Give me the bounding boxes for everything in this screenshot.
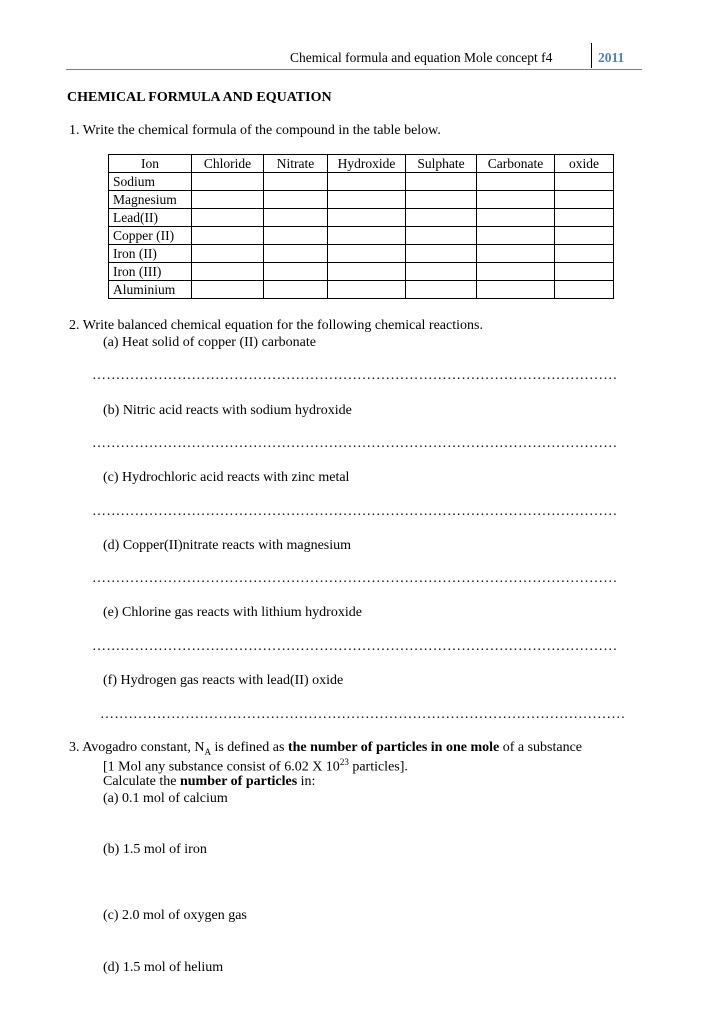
answer-line: ………………………………………………………………………………………………… — [92, 571, 618, 586]
column-header-nitrate: Nitrate — [264, 155, 328, 173]
column-header-chloride: Chloride — [192, 155, 264, 173]
table-row — [109, 281, 614, 299]
table-row — [109, 263, 614, 281]
header-year: 2011 — [598, 50, 625, 65]
answer-line: ………………………………………………………………………………………………… — [92, 639, 618, 654]
row-label-aluminium: Aluminium — [109, 281, 192, 299]
column-header-sulphate: Sulphate — [406, 155, 477, 173]
row-label-lead-ii: Lead(II) — [109, 209, 192, 227]
question-2d: (d) Copper(II)nitrate reacts with magnesium — [103, 538, 352, 553]
row-label-iron-iii: Iron (III) — [109, 263, 192, 281]
row-label-copper-ii: Copper (II) — [109, 227, 192, 245]
question-3c: (c) 2.0 mol of oxygen gas — [103, 908, 247, 923]
answer-line: ………………………………………………………………………………………………… — [92, 368, 618, 383]
question-3-text: 3. Avogadro constant, $N_A$ is defined as the number of particles in one mole of a substance — [69, 740, 583, 757]
table-row — [109, 227, 614, 245]
question-2-text: 2. Write balanced chemical equation for the following chemical reactions. — [69, 318, 483, 333]
answer-line: ………………………………………………………………………………………………… — [100, 707, 626, 722]
row-label-sodium: Sodium — [109, 173, 192, 191]
table-row — [109, 245, 614, 263]
running-header: Chemical formula and equation Mole concept f4 — [290, 50, 553, 65]
table-row — [109, 209, 614, 227]
column-header-carbonate: Carbonate — [477, 155, 555, 173]
question-3d: (d) 1.5 mol of helium — [103, 960, 224, 975]
table-row — [109, 173, 614, 191]
avogadro-note: [1 Mol any substance consist of 6.02 X $10^{23}$ particles]. — [103, 757, 408, 775]
column-header-oxide: oxide — [555, 155, 614, 173]
table-row — [109, 191, 614, 209]
answer-line: ………………………………………………………………………………………………… — [92, 504, 618, 519]
question-3b: (b) 1.5 mol of iron — [103, 842, 207, 857]
question-2b: (b) Nitric acid reacts with sodium hydroxide — [103, 403, 352, 418]
column-header-ion: Ion — [109, 155, 192, 173]
question-2a: (a) Heat solid of copper (II) carbonate — [103, 335, 317, 350]
document-title: CHEMICAL FORMULA AND EQUATION — [67, 90, 332, 105]
row-label-magnesium: Magnesium — [109, 191, 192, 209]
answer-line: ………………………………………………………………………………………………… — [92, 436, 618, 451]
question-2c: (c) Hydrochloric acid reacts with zinc metal — [103, 470, 350, 485]
column-header-hydroxide: Hydroxide — [328, 155, 406, 173]
calculate-instruction: Calculate the number of particles in: — [103, 774, 316, 789]
ion-formula-table — [108, 154, 614, 299]
question-2f: (f) Hydrogen gas reacts with lead(II) oxide — [103, 673, 344, 688]
header-rule — [66, 69, 642, 70]
question-1-text: 1. Write the chemical formula of the compound in the table below. — [69, 123, 441, 138]
table-header-row — [109, 155, 614, 173]
header-divider — [591, 43, 592, 68]
question-2e: (e) Chlorine gas reacts with lithium hydroxide — [103, 605, 362, 620]
question-3a: (a) 0.1 mol of calcium — [103, 791, 228, 806]
row-label-iron-ii: Iron (II) — [109, 245, 192, 263]
